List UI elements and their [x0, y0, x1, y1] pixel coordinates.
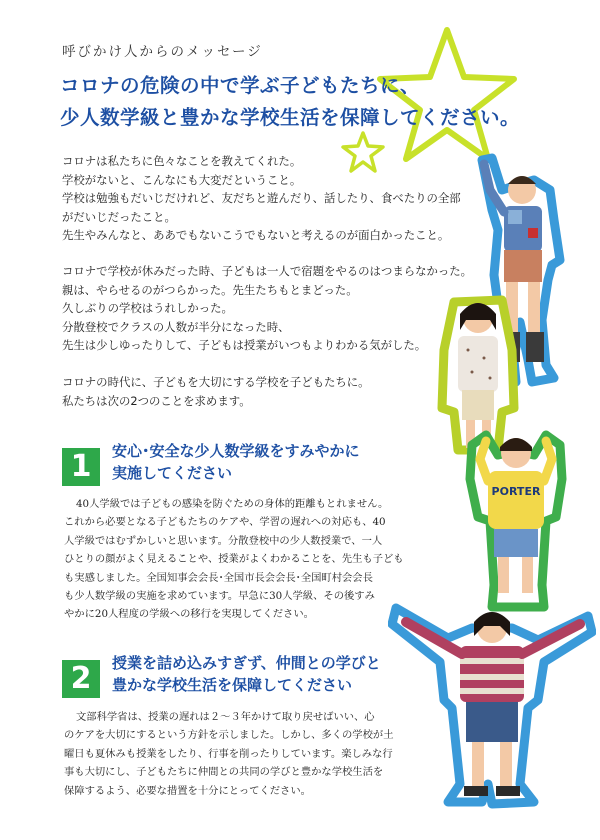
- header-kicker: 呼びかけ人からのメッセージ: [62, 44, 263, 60]
- page-title-line: 少人数学級と豊かな学校生活を保障してください。: [60, 106, 521, 129]
- text-line: 事も大切にし、子どもたちに仲間との共同の学びと豊かな学校生活を: [64, 766, 384, 779]
- text-line: 分散登校でクラスの人数が半分になった時、: [62, 319, 290, 334]
- section-body: [64, 708, 394, 800]
- section-body: [64, 495, 404, 624]
- intro-paragraph: [62, 373, 482, 410]
- text-line: 私たちは次の2つのことを求めます。: [62, 393, 251, 408]
- text-line: がだいじだったこと。: [62, 209, 176, 224]
- section-title-line: 豊かな学校生活を保障してください: [112, 676, 353, 694]
- text-line: 文部科学省は、授業の遅れは２～３年かけて取り戻せばいい、心: [76, 711, 375, 723]
- text-line: コロナの時代に、子どもを大切にする学校を子どもたちに。: [62, 375, 370, 389]
- section-number-badge: 2: [62, 660, 100, 698]
- intro-paragraph: [62, 262, 482, 355]
- child-photo-girl-arms-out: [388, 588, 596, 814]
- text-line: のケアを大切にするという方針を示しました。しかし、多くの学校が土: [64, 729, 394, 742]
- text-line: コロナで学校が休みだった時、子どもは一人で宿題をやるのはつまらなかった。: [62, 264, 473, 278]
- text-line: 保障するよう、必要な措置を十分にとってください。: [64, 784, 311, 797]
- text-line: 先生は少しゆったりして、子どもは授業がいつもよりわかる気がした。: [62, 338, 427, 353]
- text-line: 40人学級では子どもの感染を防ぐための身体的距離もとれません。: [76, 498, 389, 510]
- text-line: 先生やみんなと、ああでもないこうでもないと考えるのが面白かったこと。: [62, 228, 450, 243]
- text-line: 親は、やらせるのがつらかった。先生たちもとまどった。: [62, 282, 358, 297]
- section-title: [112, 440, 360, 484]
- text-line: コロナは私たちに色々なことを教えてくれた。: [62, 154, 302, 168]
- text-line: 学校は勉強もだいじだけれど、友だちと遊んだり、話したり、食べたりの全部: [62, 191, 461, 206]
- section-number-badge: 1: [62, 448, 100, 486]
- text-line: やかに20人程度の学級への移行を実現してください。: [64, 608, 314, 621]
- section-title-line: 授業を詰め込みすぎず、仲間との学びと: [112, 654, 381, 672]
- text-line: も実感しました。全国知事会会長･全国市長会会長･全国町村会会長: [64, 571, 373, 584]
- section-title-line: 実施してください: [112, 464, 233, 482]
- text-line: これから必要となる子どもたちのケアや、学習の遅れへの対応も、40: [64, 516, 386, 529]
- page-title: [60, 70, 520, 134]
- text-line: 久しぶりの学校はうれしかった。: [62, 301, 233, 316]
- child-photo-boy-hoodie: [458, 415, 574, 615]
- intro-paragraph: [62, 152, 482, 245]
- text-line: ひとりの顔がよく見えることや、授業がよくわかることを、先生も子ども: [64, 553, 404, 566]
- text-line: 人学級ではむずかしいと思います。分散登校中の少人数授業で、一人: [64, 534, 383, 547]
- text-line: 曜日も夏休みも授業をしたり、行事を削ったりしています。楽しみな行: [64, 747, 393, 760]
- text-line: 学校がないと、こんなにも大変だということ。: [62, 172, 302, 187]
- shirt-text: PORTER: [491, 485, 541, 498]
- section-title: [112, 652, 381, 696]
- section-title-line: 安心･安全な少人数学級をすみやかに: [112, 442, 360, 460]
- page-title-line: コロナの危険の中で学ぶ子どもたちに、: [60, 74, 421, 97]
- text-line: も少人数学級の実施を求めています。早急に30人学級、その後すみ: [64, 590, 375, 603]
